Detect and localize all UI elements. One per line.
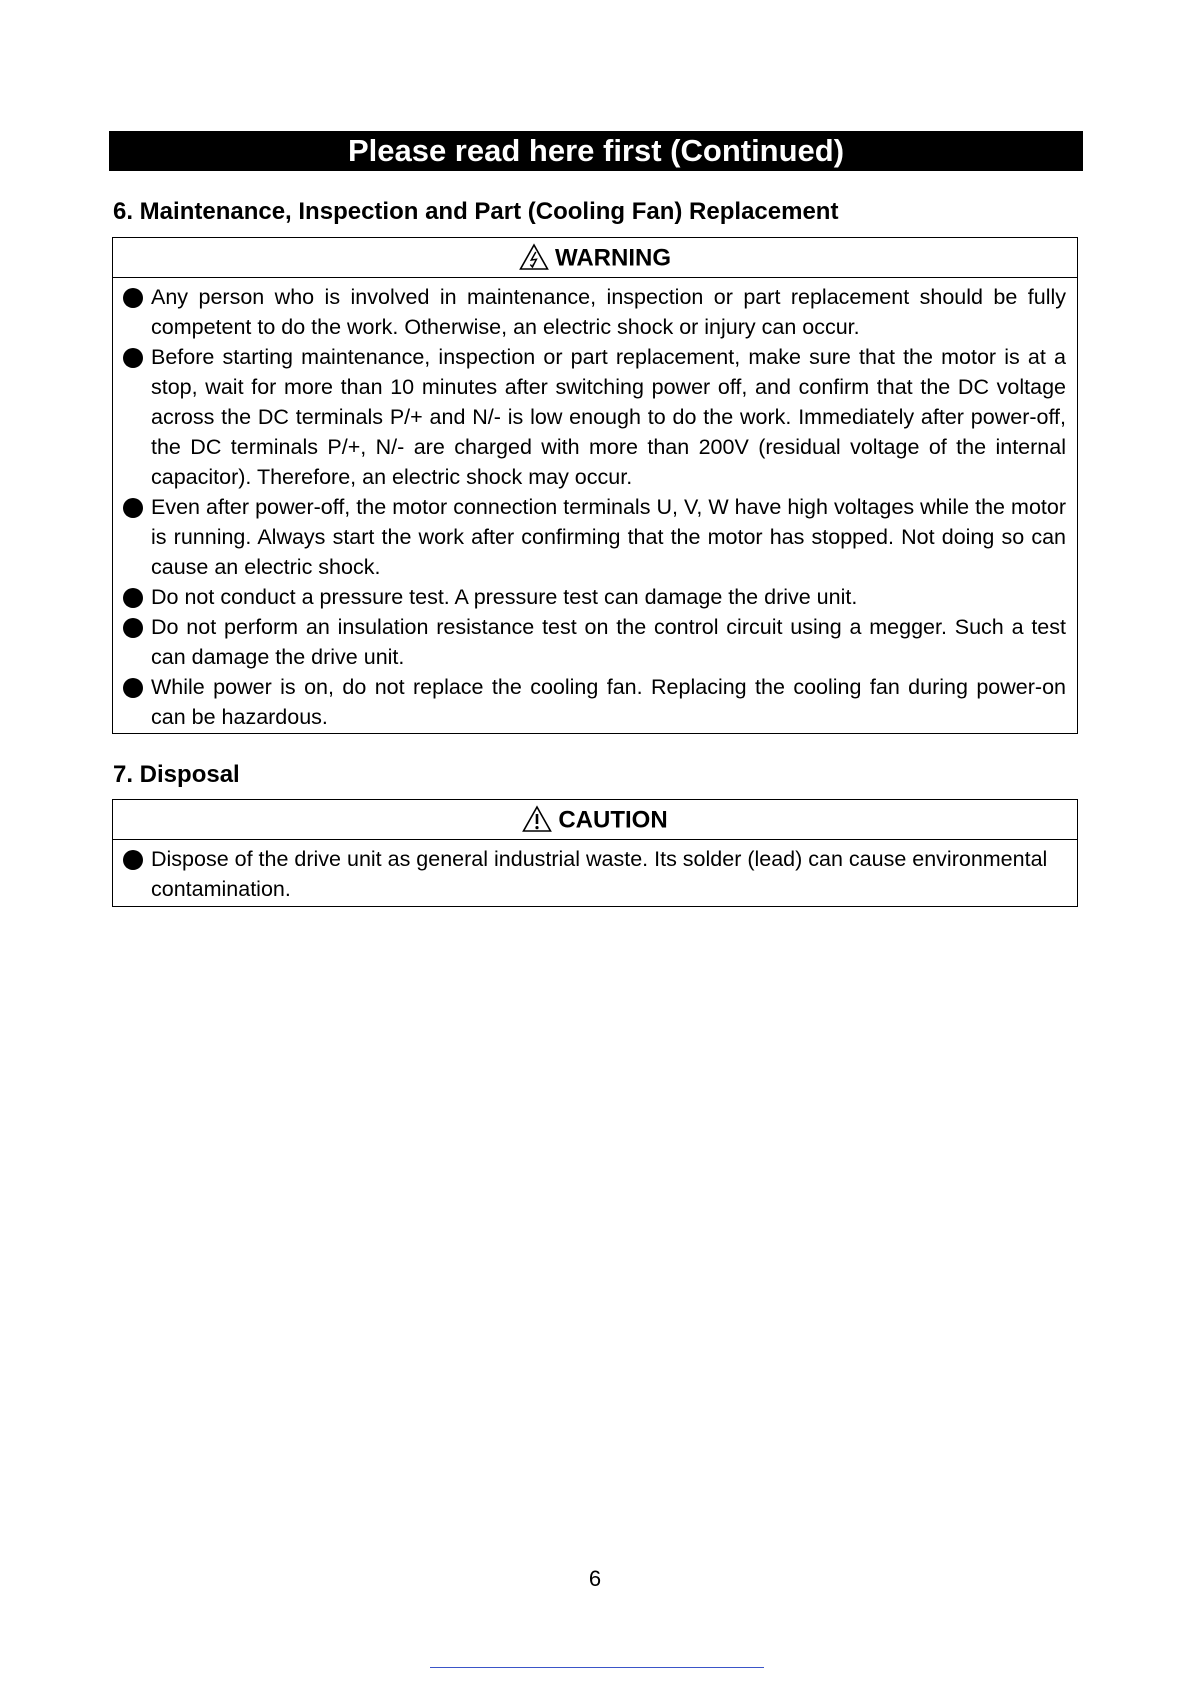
- warning-label: WARNING: [555, 244, 671, 272]
- bullet-icon: [123, 288, 143, 308]
- caution-box: [112, 799, 1078, 907]
- warning-box: [112, 237, 1078, 734]
- bullet-icon: [123, 678, 143, 698]
- list-item-text: Even after power-off, the motor connection terminals U, V, W have high voltages while the motor is running. Always start the work after confirming that the motor has stopped. Not doing so can cause an electric shock.: [151, 495, 1066, 579]
- list-item-text: Dispose of the drive unit as general industrial waste. Its solder (lead) can cause environmental contamination.: [151, 847, 1048, 901]
- bullet-icon: [123, 618, 143, 638]
- caution-list: [113, 840, 1077, 904]
- list-item: [123, 844, 1066, 904]
- warning-header: [113, 238, 1077, 278]
- section-7-heading: 7. Disposal: [113, 761, 240, 788]
- list-item-text: Before starting maintenance, inspection or part replacement, make sure that the motor is at a stop, wait for more than 10 minutes after switching power off, and confirm that the DC voltage across the DC terminals P/+ and N/- is low enough to do the work. Immediately after power-off, the DC terminals P/+, N/- are charged with more than 200V (residual voltage of the internal capacitor). Therefore, an electric shock may occur.: [151, 345, 1066, 489]
- bullet-icon: [123, 850, 143, 870]
- list-item-text: Any person who is involved in maintenance, inspection or part replacement should be fully competent to do the work. Otherwise, an electric shock or injury can occur.: [151, 285, 1066, 339]
- list-item-text: While power is on, do not replace the cooling fan. Replacing the cooling fan during power-on can be hazardous.: [151, 675, 1066, 729]
- list-item-text: Do not conduct a pressure test. A pressure test can damage the drive unit.: [151, 585, 858, 609]
- electric-shock-warning-icon: [519, 243, 549, 271]
- page-number: 6: [588, 1566, 602, 1591]
- page-title: Please read here first (Continued): [109, 131, 1083, 171]
- list-item: [123, 672, 1066, 732]
- warning-list: [113, 278, 1077, 732]
- list-item-text: Do not perform an insulation resistance test on the control circuit using a megger. Such a test can damage the drive unit.: [151, 615, 1066, 669]
- bullet-icon: [123, 348, 143, 368]
- caution-header: [113, 800, 1077, 840]
- list-item: [123, 492, 1066, 582]
- footer-divider: [430, 1667, 764, 1668]
- bullet-icon: [123, 588, 143, 608]
- bullet-icon: [123, 498, 143, 518]
- section-6-heading: 6. Maintenance, Inspection and Part (Cooling Fan) Replacement: [113, 198, 839, 225]
- list-item: [123, 282, 1066, 342]
- list-item: [123, 612, 1066, 672]
- exclamation-caution-icon: [522, 805, 552, 833]
- list-item: [123, 342, 1066, 492]
- list-item: [123, 582, 1066, 612]
- caution-label: CAUTION: [558, 806, 668, 834]
